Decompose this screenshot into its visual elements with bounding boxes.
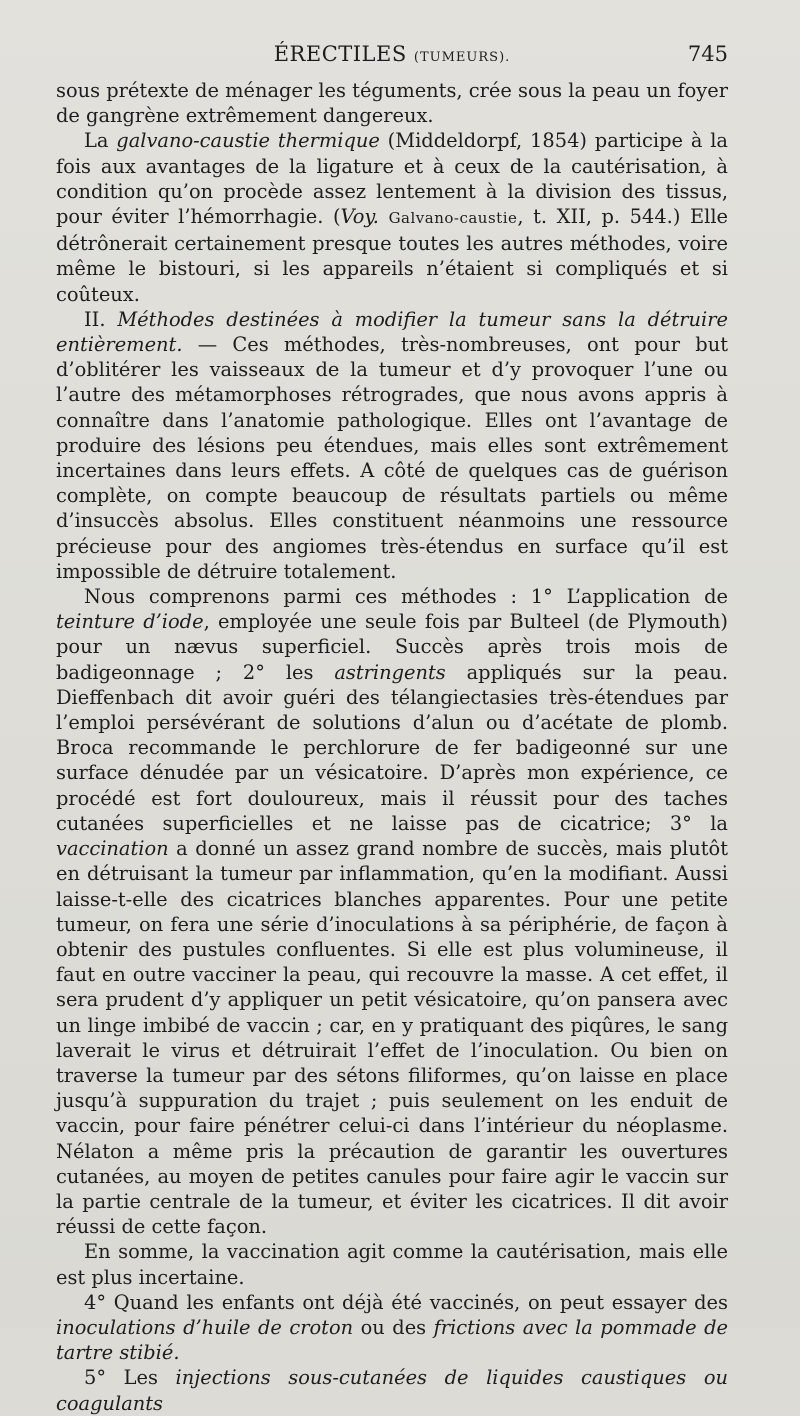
running-title-main: ÉRECTILES xyxy=(273,42,407,66)
paragraph-3: II. Méthodes destinées à modifier la tumeur sans la détruire entièrement. — Ces méthodes, très-nombreuses, ont pour but d’oblitérer les vaisseaux de la tumeur et d’y provoquer l’une ou l’autre des métamorphoses rétrogrades, que nous avons appris à connaître dans l’anatomie pathologique. Elles ont l’avantage de produire des lésions peu étendues, mais elles sont extrêmement incertaines dans leurs effets. A côté de quelques cas de guérison complète, on compte beaucoup de résultats partiels ou même d’insuccès absolus. Elles constituent néanmoins une ressource précieuse pour des angiomes très-étendus en surface qu’il est impossible de détruire totalement. xyxy=(56,307,728,583)
paragraph-5: En somme, la vaccination agit comme la cautérisation, mais elle est plus incertaine. xyxy=(56,1240,728,1289)
page-header xyxy=(56,42,728,74)
paragraph-4: Nous comprenons parmi ces méthodes : 1° L’application de teinture d’iode, employée une seule fois par Bulteel (de Plymouth) pour un nævus superficiel. Succès après trois mois de badigeonnage ; 2° les astringents appliqués sur la peau. Dieffenbach dit avoir guéri des télangiectasies très-étendues par l’emploi persévérant de solutions d’alun ou d’acétate de plomb. Broca recommande le perchlorure de fer badigeonné sur une surface dénudée par un vésicatoire. D’après mon expérience, ce procédé est fort douloureux, mais il réussit pour des taches cutanées superficielles et ne laisse pas de cicatrice; 3° la vaccination a donné un assez grand nombre de succès, mais plutôt en détruisant la tumeur par inflammation, qu’en la modifiant. Aussi laisse-t-elle des cicatrices blanches apparentes. Pour une petite tumeur, on fera une série d’inoculations à sa périphérie, de façon à obtenir des pustules confluentes. Si elle est plus volumineuse, il faut en outre vacciner la peau, qui recouvre la masse. A cet effet, il sera prudent d’y appliquer un petit vésicatoire, qu’on pansera avec un linge imbibé de vaccin ; car, en y pratiquant des piqûres, le sang laverait le virus et détruirait l’effet de l’inoculation. Ou bien on traverse la tumeur par des sétons filiformes, qu’on laisse en place jusqu’à suppuration du trajet ; puis seulement on les enduit de vaccin, pour faire pénétrer celui-ci dans l’intérieur du néoplasme. Nélaton a même pris la précaution de garantir les ouvertures cutanées, au moyen de petites canules pour faire agir le vaccin sur la partie centrale de la tumeur, et éviter les cicatrices. Il dit avoir réussi de cette façon. xyxy=(56,585,728,1239)
paragraph-2: La galvano-caustie thermique (Middeldorpf, 1854) participe à la fois aux avantages de la ligature et à ceux de la cautérisation, à condition qu’on procède assez lentement à la division des tissus, pour éviter l’hémorrhagie. (Voy. Galvano-caustie, t. XII, p. 544.) Elle détrônerait certainement presque toutes les autres méthodes, voire même le bistouri, si les appareils n’étaient si compliqués et si coûteux. xyxy=(56,129,728,306)
body-text xyxy=(56,78,728,1416)
running-title xyxy=(56,42,728,66)
page-number: 745 xyxy=(687,42,728,66)
paragraph-1: sous prétexte de ménager les téguments, crée sous la peau un foyer de gangrène extrêmement dangereux. xyxy=(56,79,728,128)
running-title-sub: (TUMEURS). xyxy=(413,50,511,65)
paragraph-7: 5° Les injections sous-cutanées de liquides caustiques ou coagulants xyxy=(56,1366,728,1415)
paragraph-6: 4° Quand les enfants ont déjà été vaccinés, on peut essayer des inoculations d’huile de croton ou des frictions avec la pommade de tartre stibié. xyxy=(56,1290,728,1365)
